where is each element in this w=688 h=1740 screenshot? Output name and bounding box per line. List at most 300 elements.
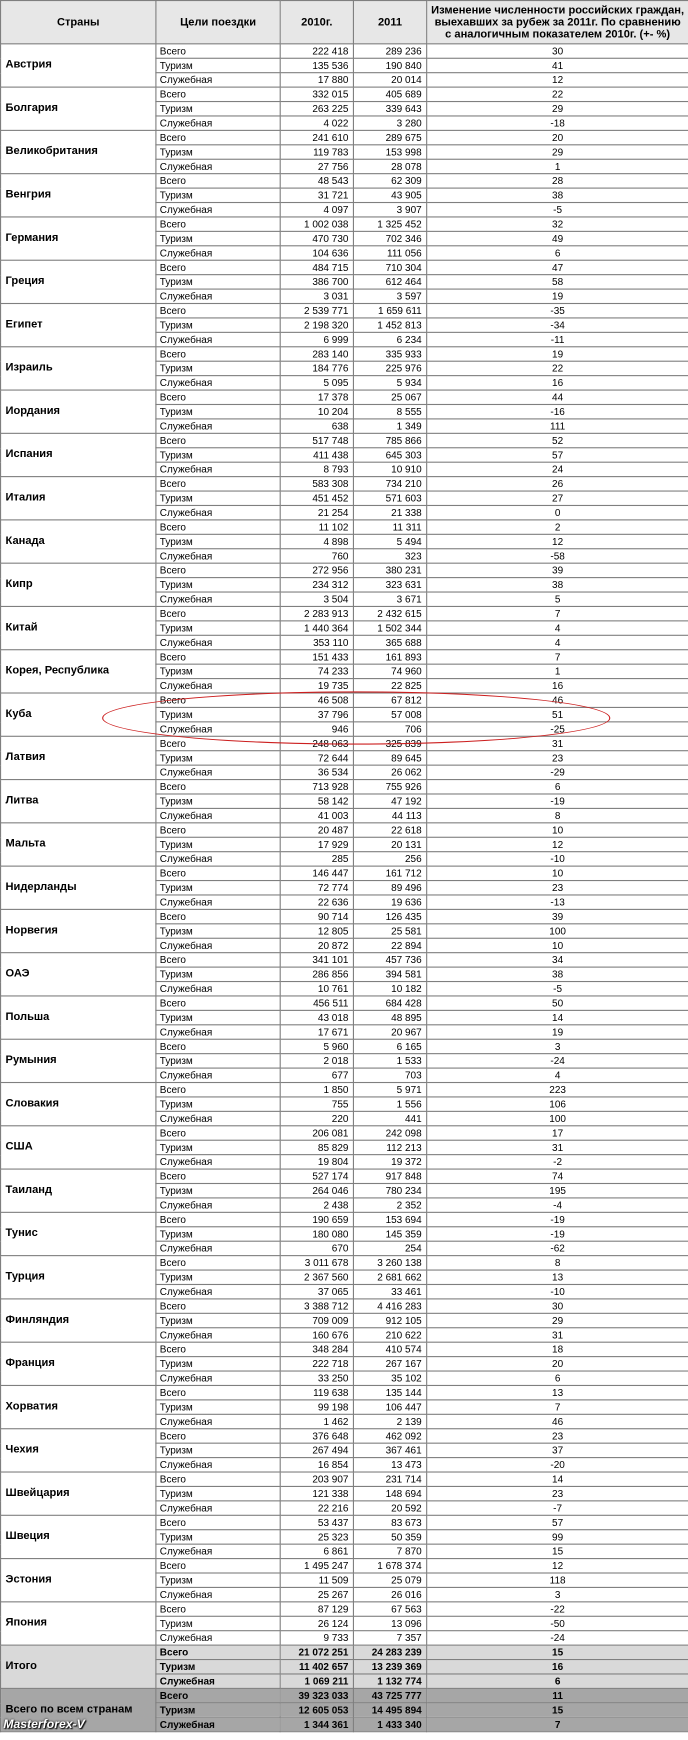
country-cell: Египет bbox=[1, 304, 156, 347]
change-percent-cell: 46 bbox=[427, 1414, 688, 1428]
change-percent-cell: 195 bbox=[427, 1183, 688, 1197]
country-cell: Мальта bbox=[1, 823, 156, 866]
country-cell: Великобритания bbox=[1, 130, 156, 173]
value-2010-cell: 20 872 bbox=[280, 938, 353, 952]
purpose-cell: Служебная bbox=[156, 116, 280, 130]
purpose-cell: Служебная bbox=[156, 73, 280, 87]
change-percent-cell: 6 bbox=[427, 1674, 688, 1688]
purpose-cell: Туризм bbox=[156, 924, 280, 938]
table-row bbox=[1, 866, 688, 880]
change-percent-cell: 34 bbox=[427, 953, 688, 967]
change-percent-cell: 10 bbox=[427, 823, 688, 837]
change-percent-cell: 41 bbox=[427, 58, 688, 72]
change-percent-cell: 7 bbox=[427, 606, 688, 620]
value-2010-cell: 25 323 bbox=[280, 1530, 353, 1544]
purpose-cell: Всего bbox=[156, 563, 280, 577]
value-2010-cell: 4 022 bbox=[280, 116, 353, 130]
purpose-cell: Всего bbox=[156, 953, 280, 967]
value-2010-cell: 160 676 bbox=[280, 1328, 353, 1342]
header-change: Изменение численности российских граждан, выехавших за рубеж за 2011г. По сравнению с аналогичным показателем 2010г. (+- %) bbox=[427, 1, 688, 44]
change-percent-cell: 57 bbox=[427, 448, 688, 462]
purpose-cell: Туризм bbox=[156, 1616, 280, 1630]
change-percent-cell: 223 bbox=[427, 1083, 688, 1097]
purpose-cell: Служебная bbox=[156, 505, 280, 519]
value-2011-cell: 83 673 bbox=[353, 1515, 426, 1529]
value-2011-cell: 210 622 bbox=[353, 1328, 426, 1342]
purpose-cell: Служебная bbox=[156, 1155, 280, 1169]
value-2010-cell: 53 437 bbox=[280, 1515, 353, 1529]
country-cell: Швеция bbox=[1, 1515, 156, 1558]
change-percent-cell: 20 bbox=[427, 130, 688, 144]
value-2011-cell: 256 bbox=[353, 852, 426, 866]
table-row bbox=[1, 130, 688, 144]
purpose-cell: Всего bbox=[156, 130, 280, 144]
change-percent-cell: 4 bbox=[427, 621, 688, 635]
country-cell: Эстония bbox=[1, 1559, 156, 1602]
table-row bbox=[1, 1472, 688, 1486]
value-2010-cell: 386 700 bbox=[280, 275, 353, 289]
value-2010-cell: 1 850 bbox=[280, 1083, 353, 1097]
value-2010-cell: 3 504 bbox=[280, 592, 353, 606]
value-2011-cell: 645 303 bbox=[353, 448, 426, 462]
table-row bbox=[1, 1645, 688, 1659]
value-2011-cell: 44 113 bbox=[353, 808, 426, 822]
change-percent-cell: 74 bbox=[427, 1169, 688, 1183]
purpose-cell: Всего bbox=[156, 1645, 280, 1659]
change-percent-cell: 11 bbox=[427, 1688, 688, 1702]
table-row bbox=[1, 693, 688, 707]
change-percent-cell: 28 bbox=[427, 174, 688, 188]
purpose-cell: Всего bbox=[156, 1515, 280, 1529]
purpose-cell: Туризм bbox=[156, 1703, 280, 1717]
value-2010-cell: 19 735 bbox=[280, 679, 353, 693]
value-2010-cell: 72 774 bbox=[280, 881, 353, 895]
purpose-cell: Всего bbox=[156, 174, 280, 188]
value-2011-cell: 405 689 bbox=[353, 87, 426, 101]
value-2010-cell: 37 065 bbox=[280, 1284, 353, 1298]
table-row bbox=[1, 477, 688, 491]
value-2011-cell: 289 236 bbox=[353, 44, 426, 58]
value-2011-cell: 21 338 bbox=[353, 505, 426, 519]
value-2011-cell: 19 636 bbox=[353, 895, 426, 909]
value-2011-cell: 380 231 bbox=[353, 563, 426, 577]
purpose-cell: Всего bbox=[156, 1212, 280, 1226]
value-2010-cell: 8 793 bbox=[280, 462, 353, 476]
change-percent-cell: 4 bbox=[427, 635, 688, 649]
header-row bbox=[1, 1, 688, 44]
value-2011-cell: 161 893 bbox=[353, 650, 426, 664]
value-2010-cell: 517 748 bbox=[280, 433, 353, 447]
value-2010-cell: 20 487 bbox=[280, 823, 353, 837]
value-2010-cell: 946 bbox=[280, 722, 353, 736]
value-2010-cell: 263 225 bbox=[280, 102, 353, 116]
value-2010-cell: 2 539 771 bbox=[280, 304, 353, 318]
value-2011-cell: 367 461 bbox=[353, 1443, 426, 1457]
value-2011-cell: 89 645 bbox=[353, 751, 426, 765]
value-2011-cell: 10 910 bbox=[353, 462, 426, 476]
value-2010-cell: 713 928 bbox=[280, 780, 353, 794]
purpose-cell: Всего bbox=[156, 1429, 280, 1443]
value-2010-cell: 3 388 712 bbox=[280, 1299, 353, 1313]
value-2011-cell: 2 139 bbox=[353, 1414, 426, 1428]
value-2011-cell: 13 473 bbox=[353, 1458, 426, 1472]
value-2011-cell: 2 432 615 bbox=[353, 606, 426, 620]
change-percent-cell: 29 bbox=[427, 145, 688, 159]
value-2011-cell: 335 933 bbox=[353, 347, 426, 361]
table-row bbox=[1, 44, 688, 58]
value-2011-cell: 25 581 bbox=[353, 924, 426, 938]
change-percent-cell: 16 bbox=[427, 1660, 688, 1674]
value-2010-cell: 25 267 bbox=[280, 1587, 353, 1601]
change-percent-cell: -11 bbox=[427, 332, 688, 346]
value-2010-cell: 241 610 bbox=[280, 130, 353, 144]
change-percent-cell: 29 bbox=[427, 1313, 688, 1327]
value-2010-cell: 451 452 bbox=[280, 491, 353, 505]
value-2010-cell: 27 756 bbox=[280, 159, 353, 173]
change-percent-cell: 1 bbox=[427, 159, 688, 173]
value-2011-cell: 1 433 340 bbox=[353, 1717, 426, 1731]
value-2011-cell: 20 967 bbox=[353, 1025, 426, 1039]
change-percent-cell: -7 bbox=[427, 1501, 688, 1515]
table-row bbox=[1, 1429, 688, 1443]
purpose-cell: Туризм bbox=[156, 1140, 280, 1154]
change-percent-cell: 23 bbox=[427, 751, 688, 765]
purpose-cell: Всего bbox=[156, 606, 280, 620]
change-percent-cell: 7 bbox=[427, 650, 688, 664]
purpose-cell: Всего bbox=[156, 1559, 280, 1573]
purpose-cell: Туризм bbox=[156, 578, 280, 592]
value-2010-cell: 58 142 bbox=[280, 794, 353, 808]
purpose-cell: Служебная bbox=[156, 1414, 280, 1428]
value-2011-cell: 3 260 138 bbox=[353, 1256, 426, 1270]
value-2011-cell: 231 714 bbox=[353, 1472, 426, 1486]
value-2010-cell: 36 534 bbox=[280, 765, 353, 779]
purpose-cell: Всего bbox=[156, 909, 280, 923]
change-percent-cell: 111 bbox=[427, 419, 688, 433]
purpose-cell: Туризм bbox=[156, 102, 280, 116]
value-2010-cell: 11 509 bbox=[280, 1573, 353, 1587]
value-2011-cell: 1 452 813 bbox=[353, 318, 426, 332]
value-2011-cell: 67 812 bbox=[353, 693, 426, 707]
change-percent-cell: -24 bbox=[427, 1631, 688, 1645]
value-2011-cell: 1 349 bbox=[353, 419, 426, 433]
change-percent-cell: 30 bbox=[427, 1299, 688, 1313]
country-cell: Всего по всем странам bbox=[1, 1688, 156, 1731]
table-body bbox=[1, 44, 688, 1732]
value-2011-cell: 7 870 bbox=[353, 1544, 426, 1558]
value-2010-cell: 2 367 560 bbox=[280, 1270, 353, 1284]
country-cell: ОАЭ bbox=[1, 953, 156, 996]
value-2011-cell: 19 372 bbox=[353, 1155, 426, 1169]
value-2011-cell: 441 bbox=[353, 1111, 426, 1125]
value-2010-cell: 670 bbox=[280, 1241, 353, 1255]
change-percent-cell: 0 bbox=[427, 505, 688, 519]
value-2010-cell: 264 046 bbox=[280, 1183, 353, 1197]
purpose-cell: Туризм bbox=[156, 1097, 280, 1111]
value-2011-cell: 153 998 bbox=[353, 145, 426, 159]
value-2011-cell: 1 502 344 bbox=[353, 621, 426, 635]
value-2010-cell: 248 063 bbox=[280, 736, 353, 750]
table-row bbox=[1, 909, 688, 923]
value-2010-cell: 484 715 bbox=[280, 260, 353, 274]
value-2010-cell: 22 216 bbox=[280, 1501, 353, 1515]
value-2010-cell: 2 198 320 bbox=[280, 318, 353, 332]
table-row bbox=[1, 304, 688, 318]
change-percent-cell: 14 bbox=[427, 1010, 688, 1024]
change-percent-cell: 22 bbox=[427, 361, 688, 375]
purpose-cell: Служебная bbox=[156, 765, 280, 779]
table-row bbox=[1, 953, 688, 967]
purpose-cell: Туризм bbox=[156, 794, 280, 808]
purpose-cell: Туризм bbox=[156, 1357, 280, 1371]
purpose-cell: Служебная bbox=[156, 808, 280, 822]
value-2010-cell: 121 338 bbox=[280, 1486, 353, 1500]
value-2010-cell: 1 440 364 bbox=[280, 621, 353, 635]
change-percent-cell: 47 bbox=[427, 260, 688, 274]
table-row bbox=[1, 1515, 688, 1529]
purpose-cell: Туризм bbox=[156, 275, 280, 289]
purpose-cell: Туризм bbox=[156, 1443, 280, 1457]
change-percent-cell: 3 bbox=[427, 1587, 688, 1601]
table-row bbox=[1, 736, 688, 750]
purpose-cell: Всего bbox=[156, 1083, 280, 1097]
value-2010-cell: 184 776 bbox=[280, 361, 353, 375]
purpose-cell: Служебная bbox=[156, 592, 280, 606]
table-row bbox=[1, 520, 688, 534]
change-percent-cell: 12 bbox=[427, 534, 688, 548]
change-percent-cell: 10 bbox=[427, 938, 688, 952]
country-cell: Хорватия bbox=[1, 1385, 156, 1428]
value-2011-cell: 325 839 bbox=[353, 736, 426, 750]
change-percent-cell: 39 bbox=[427, 563, 688, 577]
value-2011-cell: 190 840 bbox=[353, 58, 426, 72]
table-row bbox=[1, 1126, 688, 1140]
purpose-cell: Туризм bbox=[156, 1010, 280, 1024]
purpose-cell: Служебная bbox=[156, 1717, 280, 1731]
table-row bbox=[1, 217, 688, 231]
country-cell: Латвия bbox=[1, 736, 156, 779]
change-percent-cell: 24 bbox=[427, 462, 688, 476]
change-percent-cell: 38 bbox=[427, 967, 688, 981]
change-percent-cell: -18 bbox=[427, 116, 688, 130]
purpose-cell: Всего bbox=[156, 996, 280, 1010]
value-2010-cell: 411 438 bbox=[280, 448, 353, 462]
change-percent-cell: 7 bbox=[427, 1400, 688, 1414]
change-percent-cell: -5 bbox=[427, 203, 688, 217]
country-cell: Нидерланды bbox=[1, 866, 156, 909]
value-2010-cell: 12 805 bbox=[280, 924, 353, 938]
value-2011-cell: 25 067 bbox=[353, 390, 426, 404]
value-2010-cell: 12 605 053 bbox=[280, 1703, 353, 1717]
value-2010-cell: 119 638 bbox=[280, 1385, 353, 1399]
table-row bbox=[1, 996, 688, 1010]
table-row bbox=[1, 1083, 688, 1097]
value-2011-cell: 267 167 bbox=[353, 1357, 426, 1371]
value-2010-cell: 6 999 bbox=[280, 332, 353, 346]
table-row bbox=[1, 1256, 688, 1270]
value-2011-cell: 5 971 bbox=[353, 1083, 426, 1097]
purpose-cell: Служебная bbox=[156, 635, 280, 649]
value-2011-cell: 43 725 777 bbox=[353, 1688, 426, 1702]
value-2010-cell: 222 718 bbox=[280, 1357, 353, 1371]
change-percent-cell: 15 bbox=[427, 1645, 688, 1659]
change-percent-cell: 23 bbox=[427, 1429, 688, 1443]
purpose-cell: Всего bbox=[156, 217, 280, 231]
purpose-cell: Туризм bbox=[156, 1486, 280, 1500]
value-2010-cell: 19 804 bbox=[280, 1155, 353, 1169]
country-cell: Тунис bbox=[1, 1212, 156, 1255]
value-2010-cell: 17 929 bbox=[280, 837, 353, 851]
value-2011-cell: 3 597 bbox=[353, 289, 426, 303]
value-2010-cell: 285 bbox=[280, 852, 353, 866]
purpose-cell: Туризм bbox=[156, 361, 280, 375]
value-2011-cell: 28 078 bbox=[353, 159, 426, 173]
change-percent-cell: 16 bbox=[427, 679, 688, 693]
purpose-cell: Туризм bbox=[156, 188, 280, 202]
value-2011-cell: 112 213 bbox=[353, 1140, 426, 1154]
change-percent-cell: 7 bbox=[427, 1717, 688, 1731]
change-percent-cell: 49 bbox=[427, 231, 688, 245]
value-2010-cell: 99 198 bbox=[280, 1400, 353, 1414]
change-percent-cell: 6 bbox=[427, 1371, 688, 1385]
change-percent-cell: 23 bbox=[427, 1486, 688, 1500]
value-2010-cell: 41 003 bbox=[280, 808, 353, 822]
value-2010-cell: 9 733 bbox=[280, 1631, 353, 1645]
purpose-cell: Служебная bbox=[156, 1025, 280, 1039]
country-cell: Венгрия bbox=[1, 174, 156, 217]
change-percent-cell: -19 bbox=[427, 1227, 688, 1241]
value-2011-cell: 74 960 bbox=[353, 664, 426, 678]
change-percent-cell: -4 bbox=[427, 1198, 688, 1212]
value-2010-cell: 10 761 bbox=[280, 982, 353, 996]
value-2011-cell: 1 325 452 bbox=[353, 217, 426, 231]
purpose-cell: Туризм bbox=[156, 707, 280, 721]
change-percent-cell: 52 bbox=[427, 433, 688, 447]
change-percent-cell: -10 bbox=[427, 852, 688, 866]
value-2011-cell: 22 618 bbox=[353, 823, 426, 837]
value-2011-cell: 734 210 bbox=[353, 477, 426, 491]
purpose-cell: Туризм bbox=[156, 837, 280, 851]
value-2010-cell: 638 bbox=[280, 419, 353, 433]
purpose-cell: Туризм bbox=[156, 664, 280, 678]
value-2010-cell: 17 378 bbox=[280, 390, 353, 404]
value-2010-cell: 31 721 bbox=[280, 188, 353, 202]
value-2010-cell: 119 783 bbox=[280, 145, 353, 159]
value-2010-cell: 677 bbox=[280, 1068, 353, 1082]
value-2010-cell: 11 402 657 bbox=[280, 1660, 353, 1674]
value-2010-cell: 470 730 bbox=[280, 231, 353, 245]
change-percent-cell: -10 bbox=[427, 1284, 688, 1298]
value-2011-cell: 1 678 374 bbox=[353, 1559, 426, 1573]
value-2011-cell: 135 144 bbox=[353, 1385, 426, 1399]
purpose-cell: Всего bbox=[156, 520, 280, 534]
value-2011-cell: 13 239 369 bbox=[353, 1660, 426, 1674]
value-2010-cell: 709 009 bbox=[280, 1313, 353, 1327]
purpose-cell: Служебная bbox=[156, 938, 280, 952]
table-row bbox=[1, 1039, 688, 1053]
value-2010-cell: 190 659 bbox=[280, 1212, 353, 1226]
value-2011-cell: 13 096 bbox=[353, 1616, 426, 1630]
purpose-cell: Всего bbox=[156, 304, 280, 318]
country-cell: Кипр bbox=[1, 563, 156, 606]
purpose-cell: Всего bbox=[156, 477, 280, 491]
purpose-cell: Служебная bbox=[156, 895, 280, 909]
country-cell: Турция bbox=[1, 1256, 156, 1299]
change-percent-cell: -16 bbox=[427, 404, 688, 418]
change-percent-cell: 14 bbox=[427, 1472, 688, 1486]
value-2010-cell: 90 714 bbox=[280, 909, 353, 923]
change-percent-cell: -19 bbox=[427, 1212, 688, 1226]
value-2011-cell: 20 592 bbox=[353, 1501, 426, 1515]
value-2011-cell: 571 603 bbox=[353, 491, 426, 505]
purpose-cell: Служебная bbox=[156, 1587, 280, 1601]
value-2011-cell: 365 688 bbox=[353, 635, 426, 649]
table-row bbox=[1, 433, 688, 447]
value-2010-cell: 2 018 bbox=[280, 1054, 353, 1068]
purpose-cell: Служебная bbox=[156, 1198, 280, 1212]
country-cell: Германия bbox=[1, 217, 156, 260]
purpose-cell: Служебная bbox=[156, 289, 280, 303]
country-cell: Греция bbox=[1, 260, 156, 303]
purpose-cell: Служебная bbox=[156, 722, 280, 736]
purpose-cell: Всего bbox=[156, 1602, 280, 1616]
purpose-cell: Туризм bbox=[156, 621, 280, 635]
value-2010-cell: 11 102 bbox=[280, 520, 353, 534]
value-2011-cell: 912 105 bbox=[353, 1313, 426, 1327]
change-percent-cell: 13 bbox=[427, 1385, 688, 1399]
purpose-cell: Туризм bbox=[156, 1054, 280, 1068]
purpose-cell: Служебная bbox=[156, 376, 280, 390]
change-percent-cell: 8 bbox=[427, 1256, 688, 1270]
value-2011-cell: 57 008 bbox=[353, 707, 426, 721]
value-2011-cell: 126 435 bbox=[353, 909, 426, 923]
value-2011-cell: 148 694 bbox=[353, 1486, 426, 1500]
value-2011-cell: 26 062 bbox=[353, 765, 426, 779]
country-cell: Финляндия bbox=[1, 1299, 156, 1342]
country-cell: Чехия bbox=[1, 1429, 156, 1472]
change-percent-cell: 44 bbox=[427, 390, 688, 404]
change-percent-cell: 6 bbox=[427, 246, 688, 260]
table-header bbox=[1, 1, 688, 44]
value-2011-cell: 50 359 bbox=[353, 1530, 426, 1544]
value-2010-cell: 222 418 bbox=[280, 44, 353, 58]
value-2010-cell: 755 bbox=[280, 1097, 353, 1111]
value-2011-cell: 111 056 bbox=[353, 246, 426, 260]
change-percent-cell: -19 bbox=[427, 794, 688, 808]
change-percent-cell: 2 bbox=[427, 520, 688, 534]
value-2011-cell: 323 bbox=[353, 549, 426, 563]
purpose-cell: Всего bbox=[156, 866, 280, 880]
change-percent-cell: -25 bbox=[427, 722, 688, 736]
change-percent-cell: 15 bbox=[427, 1544, 688, 1558]
value-2010-cell: 43 018 bbox=[280, 1010, 353, 1024]
value-2011-cell: 702 346 bbox=[353, 231, 426, 245]
table-row bbox=[1, 1385, 688, 1399]
value-2011-cell: 48 895 bbox=[353, 1010, 426, 1024]
value-2011-cell: 35 102 bbox=[353, 1371, 426, 1385]
value-2010-cell: 21 254 bbox=[280, 505, 353, 519]
table-row bbox=[1, 563, 688, 577]
table-row bbox=[1, 174, 688, 188]
value-2010-cell: 760 bbox=[280, 549, 353, 563]
value-2010-cell: 1 002 038 bbox=[280, 217, 353, 231]
watermark: Masterforex-V bbox=[3, 1717, 85, 1732]
purpose-cell: Туризм bbox=[156, 1270, 280, 1284]
change-percent-cell: 4 bbox=[427, 1068, 688, 1082]
change-percent-cell: 58 bbox=[427, 275, 688, 289]
purpose-cell: Всего bbox=[156, 650, 280, 664]
purpose-cell: Всего bbox=[156, 1385, 280, 1399]
